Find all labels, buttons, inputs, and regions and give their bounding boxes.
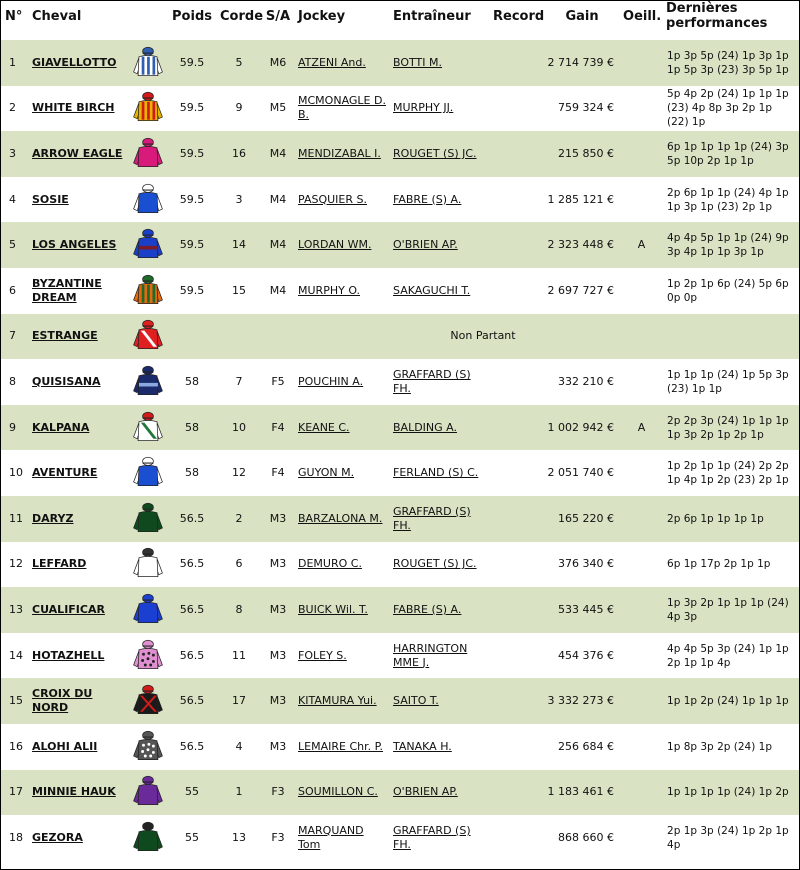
jockey-cell xyxy=(295,542,390,588)
weight-cell: 58 xyxy=(185,374,200,388)
silk-icon xyxy=(127,222,167,268)
trainer-link[interactable]: GRAFFARD (S) FH. xyxy=(393,504,471,532)
record-cell xyxy=(490,405,544,451)
jockey-cell xyxy=(295,770,390,816)
horse-name-link[interactable]: CUALIFICAR xyxy=(32,602,105,616)
draw-cell: 10 xyxy=(232,420,247,434)
header-horse: Cheval xyxy=(32,9,82,24)
horse-name-link[interactable]: SOSIE xyxy=(32,192,69,206)
performances-cell: 4p 4p 5p 3p (24) 1p 1p 2p 1p 1p 4p xyxy=(667,642,789,669)
horse-name-cell xyxy=(29,770,127,816)
runner-number: 3 xyxy=(9,146,16,160)
jockey-cell xyxy=(295,633,390,679)
earnings-cell: 2 051 740 € xyxy=(547,466,615,480)
runner-number: 14 xyxy=(9,648,23,662)
weight-cell: 59.5 xyxy=(179,283,205,297)
runner-number: 17 xyxy=(9,785,23,799)
silk-icon xyxy=(127,177,167,223)
trainer-link[interactable]: O'BRIEN AP. xyxy=(393,785,458,799)
draw-cell: 11 xyxy=(232,648,247,662)
runner-row xyxy=(1,40,799,86)
performances-cell: 1p 3p 2p 1p 1p 1p (24) 4p 3p xyxy=(667,596,789,623)
runner-row xyxy=(1,496,799,542)
trainer-cell xyxy=(390,86,490,132)
weight-cell: 56.5 xyxy=(179,694,205,708)
performances-cell: 1p 8p 3p 2p (24) 1p xyxy=(667,740,772,753)
silk-icon xyxy=(127,496,167,542)
horse-name-cell xyxy=(29,222,127,268)
blinkers-cell: A xyxy=(637,420,646,434)
performances-cell: 1p 3p 5p (24) 1p 3p 1p 1p 5p 3p (23) 3p 5p 1p xyxy=(667,49,789,76)
jockey-link[interactable]: SOUMILLON C. xyxy=(298,785,378,799)
record-cell xyxy=(490,177,544,223)
jockey-cell xyxy=(295,815,390,861)
trainer-link[interactable]: GRAFFARD (S) FH. xyxy=(393,367,471,395)
horse-name-cell xyxy=(29,314,127,360)
horse-name-cell xyxy=(29,359,127,405)
horse-name-link[interactable]: GIAVELLOTTO xyxy=(32,55,117,69)
jockey-link[interactable]: MENDIZABAL I. xyxy=(298,146,381,160)
trainer-cell xyxy=(390,222,490,268)
sex-age-cell: M6 xyxy=(269,55,287,69)
trainer-link[interactable]: BALDING A. xyxy=(393,420,458,434)
runner-row xyxy=(1,359,799,405)
header-oeill: Oeill. xyxy=(623,9,662,24)
draw-cell: 12 xyxy=(232,466,247,480)
horse-name-cell xyxy=(29,177,127,223)
weight-cell: 55 xyxy=(185,785,200,799)
trainer-cell xyxy=(390,131,490,177)
blinkers-cell xyxy=(620,359,663,405)
record-cell xyxy=(490,131,544,177)
performances-cell: 2p 6p 1p 1p (24) 4p 1p 1p 3p 1p (23) 2p 1p xyxy=(667,186,789,213)
blinkers-cell: A xyxy=(637,238,646,252)
record-cell xyxy=(490,770,544,816)
blinkers-cell xyxy=(620,770,663,816)
runner-row xyxy=(1,542,799,588)
runner-number: 4 xyxy=(9,192,16,206)
weight-cell: 59.5 xyxy=(179,238,205,252)
header-record: Record xyxy=(493,9,545,24)
runner-row xyxy=(1,587,799,633)
jockey-link[interactable]: MARQUAND Tom xyxy=(298,823,364,851)
trainer-link[interactable]: ROUGET (S) JC. xyxy=(393,557,477,571)
jockey-cell xyxy=(295,724,390,770)
blinkers-cell xyxy=(620,587,663,633)
sex-age-cell: F5 xyxy=(271,374,285,388)
jockey-link[interactable]: KEANE C. xyxy=(298,420,350,434)
earnings-cell: 165 220 € xyxy=(558,511,615,525)
draw-cell: 2 xyxy=(235,511,243,525)
runner-row xyxy=(1,222,799,268)
weight-cell: 59.5 xyxy=(179,101,205,115)
horse-name-cell xyxy=(29,496,127,542)
weight-cell: 56.5 xyxy=(179,557,205,571)
earnings-cell: 215 850 € xyxy=(558,146,615,160)
runner-row xyxy=(1,314,799,360)
runner-number: 12 xyxy=(9,557,23,571)
sex-age-cell: M5 xyxy=(269,101,287,115)
silk-icon xyxy=(127,770,167,816)
runner-number: 9 xyxy=(9,420,16,434)
record-cell xyxy=(490,542,544,588)
runner-number: 6 xyxy=(9,283,16,297)
weight-cell: 56.5 xyxy=(179,602,205,616)
sex-age-cell: M3 xyxy=(269,511,287,525)
record-cell xyxy=(490,815,544,861)
draw-cell: 6 xyxy=(235,557,243,571)
silk-icon xyxy=(127,40,167,86)
trainer-cell xyxy=(390,496,490,542)
sex-age-cell: F4 xyxy=(271,466,285,480)
horse-name-link[interactable]: DARYZ xyxy=(32,511,74,525)
record-cell xyxy=(490,496,544,542)
record-cell xyxy=(490,678,544,724)
performances-cell: 2p 2p 3p (24) 1p 1p 1p 1p 3p 2p 1p 2p 1p xyxy=(667,414,789,441)
horse-name-link[interactable]: MINNIE HAUK xyxy=(32,785,116,799)
jockey-cell xyxy=(295,86,390,132)
performances-cell: 1p 2p 1p 1p (24) 2p 2p 1p 4p 1p 2p (23) 2p 1p xyxy=(667,460,789,487)
jockey-cell xyxy=(295,177,390,223)
runner-number: 2 xyxy=(9,101,16,115)
header-trainer: Entraîneur xyxy=(393,9,471,24)
silk-icon xyxy=(127,268,167,314)
performances-cell: 6p 1p 17p 2p 1p 1p xyxy=(667,558,771,571)
jockey-link[interactable]: DEMURO C. xyxy=(298,557,362,571)
sex-age-cell: M3 xyxy=(269,602,287,616)
performances-cell: 6p 1p 1p 1p 1p (24) 3p 5p 10p 2p 1p 1p xyxy=(667,140,789,167)
trainer-link[interactable]: FABRE (S) A. xyxy=(393,192,462,206)
horse-name-link[interactable]: LOS ANGELES xyxy=(32,238,117,252)
draw-cell: 16 xyxy=(232,146,247,160)
jockey-link[interactable]: MURPHY O. xyxy=(298,283,361,297)
jockey-cell xyxy=(295,587,390,633)
horse-name-cell xyxy=(29,724,127,770)
horse-name-link[interactable]: QUISISANA xyxy=(32,374,101,388)
runner-row xyxy=(1,86,799,132)
horse-name-link[interactable]: LEFFARD xyxy=(32,557,87,571)
horse-name-cell xyxy=(29,40,127,86)
jockey-link[interactable]: ATZENI And. xyxy=(298,55,366,69)
performances-cell: 4p 4p 5p 1p 1p (24) 9p 3p 4p 1p 1p 3p 1p xyxy=(667,232,789,259)
draw-cell: 3 xyxy=(235,192,243,206)
blinkers-cell xyxy=(620,450,663,496)
blinkers-cell xyxy=(620,815,663,861)
sex-age-cell: M3 xyxy=(269,557,287,571)
jockey-cell xyxy=(295,40,390,86)
jockey-link[interactable]: MCMONAGLE D. B. xyxy=(298,94,386,122)
horse-name-cell xyxy=(29,633,127,679)
earnings-cell: 533 445 € xyxy=(558,602,615,616)
runners-table xyxy=(1,1,799,861)
horse-name-link[interactable]: WHITE BIRCH xyxy=(32,101,115,115)
record-cell xyxy=(490,724,544,770)
record-cell xyxy=(490,40,544,86)
silk-icon xyxy=(127,587,167,633)
runner-row xyxy=(1,177,799,223)
earnings-cell: 1 285 121 € xyxy=(547,192,615,206)
horse-name-cell xyxy=(29,542,127,588)
weight-cell: 56.5 xyxy=(179,739,205,753)
earnings-cell: 376 340 € xyxy=(558,557,615,571)
header-gain: Gain xyxy=(565,9,599,24)
silk-icon xyxy=(127,633,167,679)
header-num: N° xyxy=(5,9,23,24)
blinkers-cell xyxy=(620,268,663,314)
trainer-cell xyxy=(390,542,490,588)
trainer-link[interactable]: SAITO T. xyxy=(393,694,439,708)
horse-name-cell xyxy=(29,405,127,451)
draw-cell: 9 xyxy=(235,101,243,115)
sex-age-cell: M4 xyxy=(269,283,287,297)
horse-name-cell xyxy=(29,450,127,496)
trainer-link[interactable]: FABRE (S) A. xyxy=(393,602,462,616)
horse-name-cell xyxy=(29,86,127,132)
trainer-link[interactable]: BOTTI M. xyxy=(393,55,442,69)
performances-cell: 1p 1p 2p (24) 1p 1p 1p xyxy=(667,695,789,708)
weight-cell: 58 xyxy=(185,420,200,434)
trainer-link[interactable]: SAKAGUCHI T. xyxy=(393,283,471,297)
runner-row xyxy=(1,678,799,724)
sex-age-cell: M3 xyxy=(269,739,287,753)
horse-name-cell xyxy=(29,268,127,314)
draw-cell: 5 xyxy=(235,55,243,69)
performances-cell: 1p 2p 1p 6p (24) 5p 6p 0p 0p xyxy=(667,277,789,304)
header-corde: Corde xyxy=(220,9,264,24)
sex-age-cell: F3 xyxy=(271,785,285,799)
jockey-cell xyxy=(295,131,390,177)
silk-icon xyxy=(127,815,167,861)
horse-name-link[interactable]: CROIX DU NORD xyxy=(32,687,93,715)
trainer-cell xyxy=(390,815,490,861)
draw-cell: 15 xyxy=(232,283,247,297)
horse-name-cell xyxy=(29,678,127,724)
sex-age-cell: M3 xyxy=(269,648,287,662)
jockey-cell xyxy=(295,405,390,451)
jockey-link[interactable]: LEMAIRE Chr. P. xyxy=(298,739,384,753)
horse-name-link[interactable]: ALOHI ALII xyxy=(32,739,98,753)
earnings-cell: 1 002 942 € xyxy=(547,420,615,434)
header-sa: S/A xyxy=(265,9,291,24)
trainer-cell xyxy=(390,587,490,633)
sex-age-cell: M4 xyxy=(269,238,287,252)
trainer-cell xyxy=(390,770,490,816)
trainer-cell xyxy=(390,40,490,86)
performances-cell: 1p 1p 1p 1p (24) 1p 2p xyxy=(667,786,789,799)
runner-row xyxy=(1,770,799,816)
weight-cell: 56.5 xyxy=(179,511,205,525)
silk-icon xyxy=(127,724,167,770)
silk-icon xyxy=(127,314,167,360)
draw-cell: 7 xyxy=(235,374,243,388)
runner-number: 8 xyxy=(9,374,16,388)
silk-icon xyxy=(127,405,167,451)
trainer-cell xyxy=(390,359,490,405)
runner-row xyxy=(1,633,799,679)
runner-number: 15 xyxy=(9,694,23,708)
earnings-cell: 1 183 461 € xyxy=(547,785,615,799)
weight-cell: 59.5 xyxy=(179,55,205,69)
trainer-link[interactable]: FERLAND (S) C. xyxy=(393,466,479,480)
header-poids: Poids xyxy=(172,9,212,24)
runner-number: 7 xyxy=(9,329,16,343)
jockey-link[interactable]: BARZALONA M. xyxy=(298,511,383,525)
trainer-cell xyxy=(390,268,490,314)
blinkers-cell xyxy=(620,542,663,588)
silk-icon xyxy=(127,131,167,177)
trainer-link[interactable]: MURPHY JJ. xyxy=(393,101,454,115)
silk-icon xyxy=(127,359,167,405)
earnings-cell: 759 324 € xyxy=(558,101,615,115)
trainer-cell xyxy=(390,724,490,770)
header-performances: Dernières performances xyxy=(666,1,768,31)
header-jockey: Jockey xyxy=(298,9,346,24)
header-row xyxy=(1,1,799,40)
trainer-link[interactable]: ROUGET (S) JC. xyxy=(393,146,477,160)
runner-number: 5 xyxy=(9,238,16,252)
blinkers-cell xyxy=(620,678,663,724)
jockey-cell xyxy=(295,678,390,724)
runner-row xyxy=(1,131,799,177)
horse-name-link[interactable]: AVENTURE xyxy=(32,466,98,480)
earnings-cell: 868 660 € xyxy=(558,830,615,844)
runner-number: 18 xyxy=(9,830,23,844)
runner-number: 13 xyxy=(9,602,23,616)
trainer-cell xyxy=(390,177,490,223)
horse-name-link[interactable]: ARROW EAGLE xyxy=(32,146,123,160)
runner-row xyxy=(1,815,799,861)
sex-age-cell: M4 xyxy=(269,146,287,160)
jockey-cell xyxy=(295,496,390,542)
runner-number: 16 xyxy=(9,739,23,753)
record-cell xyxy=(490,359,544,405)
jockey-link[interactable]: FOLEY S. xyxy=(298,648,347,662)
silk-icon xyxy=(127,542,167,588)
trainer-link[interactable]: GRAFFARD (S) FH. xyxy=(393,823,471,851)
blinkers-cell xyxy=(620,177,663,223)
runner-row xyxy=(1,724,799,770)
performances-cell: 2p 6p 1p 1p 1p 1p xyxy=(667,512,764,525)
blinkers-cell xyxy=(620,496,663,542)
silk-icon xyxy=(127,450,167,496)
draw-cell: 4 xyxy=(235,739,243,753)
record-cell xyxy=(490,268,544,314)
draw-cell: 13 xyxy=(232,830,247,844)
sex-age-cell: M4 xyxy=(269,192,287,206)
jockey-cell xyxy=(295,359,390,405)
earnings-cell: 2 714 739 € xyxy=(547,55,615,69)
jockey-link[interactable]: GUYON M. xyxy=(298,466,355,480)
runner-number: 10 xyxy=(9,466,23,480)
performances-cell: 5p 4p 2p (24) 1p 1p 1p (23) 4p 8p 3p 2p 1p (22) 1p xyxy=(667,88,789,129)
trainer-link[interactable]: TANAKA H. xyxy=(393,739,452,753)
earnings-cell: 2 697 727 € xyxy=(547,283,615,297)
jockey-link[interactable]: POUCHIN A. xyxy=(298,374,364,388)
jockey-link[interactable]: BUICK Wil. T. xyxy=(298,602,368,616)
record-cell xyxy=(490,633,544,679)
record-cell xyxy=(490,450,544,496)
sex-age-cell: M3 xyxy=(269,694,287,708)
jockey-link[interactable]: PASQUIER S. xyxy=(298,192,367,206)
horse-name-cell xyxy=(29,815,127,861)
trainer-cell xyxy=(390,450,490,496)
draw-cell: 8 xyxy=(235,602,243,616)
sex-age-cell: F4 xyxy=(271,420,285,434)
earnings-cell: 332 210 € xyxy=(558,374,615,388)
blinkers-cell xyxy=(620,724,663,770)
runner-number: 11 xyxy=(9,511,23,525)
silk-icon xyxy=(127,86,167,132)
runner-row xyxy=(1,268,799,314)
earnings-cell: 256 684 € xyxy=(558,739,615,753)
jockey-cell xyxy=(295,450,390,496)
horse-name-link[interactable]: ESTRANGE xyxy=(32,329,98,343)
jockey-link[interactable]: KITAMURA Yui. xyxy=(298,694,377,708)
horse-name-link[interactable]: BYZANTINE DREAM xyxy=(32,276,102,304)
weight-cell: 58 xyxy=(185,466,200,480)
jockey-link[interactable]: LORDAN WM. xyxy=(298,238,372,252)
weight-cell: 59.5 xyxy=(179,146,205,160)
horse-name-link[interactable]: HOTAZHELL xyxy=(32,648,105,662)
blinkers-cell xyxy=(620,40,663,86)
earnings-cell: 2 323 448 € xyxy=(547,238,615,252)
trainer-link[interactable]: HARRINGTON MME J. xyxy=(393,641,468,669)
horse-name-cell xyxy=(29,131,127,177)
performances-cell: 2p 1p 3p (24) 1p 2p 1p 4p xyxy=(667,824,789,851)
trainer-cell xyxy=(390,678,490,724)
non-partant-label: Non Partant xyxy=(450,329,516,343)
weight-cell: 56.5 xyxy=(179,648,205,662)
blinkers-cell xyxy=(620,633,663,679)
record-cell xyxy=(490,222,544,268)
weight-cell: 59.5 xyxy=(179,192,205,206)
weight-cell: 55 xyxy=(185,830,200,844)
record-cell xyxy=(490,587,544,633)
runner-row xyxy=(1,450,799,496)
horse-name-link[interactable]: GEZORA xyxy=(32,830,83,844)
blinkers-cell xyxy=(620,131,663,177)
earnings-cell: 454 376 € xyxy=(558,648,615,662)
jockey-cell xyxy=(295,222,390,268)
performances-cell: 1p 1p 1p (24) 1p 5p 3p (23) 1p 1p xyxy=(667,368,789,395)
horse-name-link[interactable]: KALPANA xyxy=(32,420,90,434)
draw-cell: 14 xyxy=(232,238,247,252)
draw-cell: 1 xyxy=(235,785,243,799)
runner-row xyxy=(1,405,799,451)
jockey-cell xyxy=(295,268,390,314)
horse-name-cell xyxy=(29,587,127,633)
trainer-link[interactable]: O'BRIEN AP. xyxy=(393,238,458,252)
trainer-cell xyxy=(390,633,490,679)
blinkers-cell xyxy=(620,86,663,132)
sex-age-cell: F3 xyxy=(271,830,285,844)
earnings-cell: 3 332 273 € xyxy=(547,694,615,708)
trainer-cell xyxy=(390,405,490,451)
silk-icon xyxy=(127,678,167,724)
record-cell xyxy=(490,86,544,132)
draw-cell: 17 xyxy=(232,694,247,708)
runner-number: 1 xyxy=(9,55,16,69)
